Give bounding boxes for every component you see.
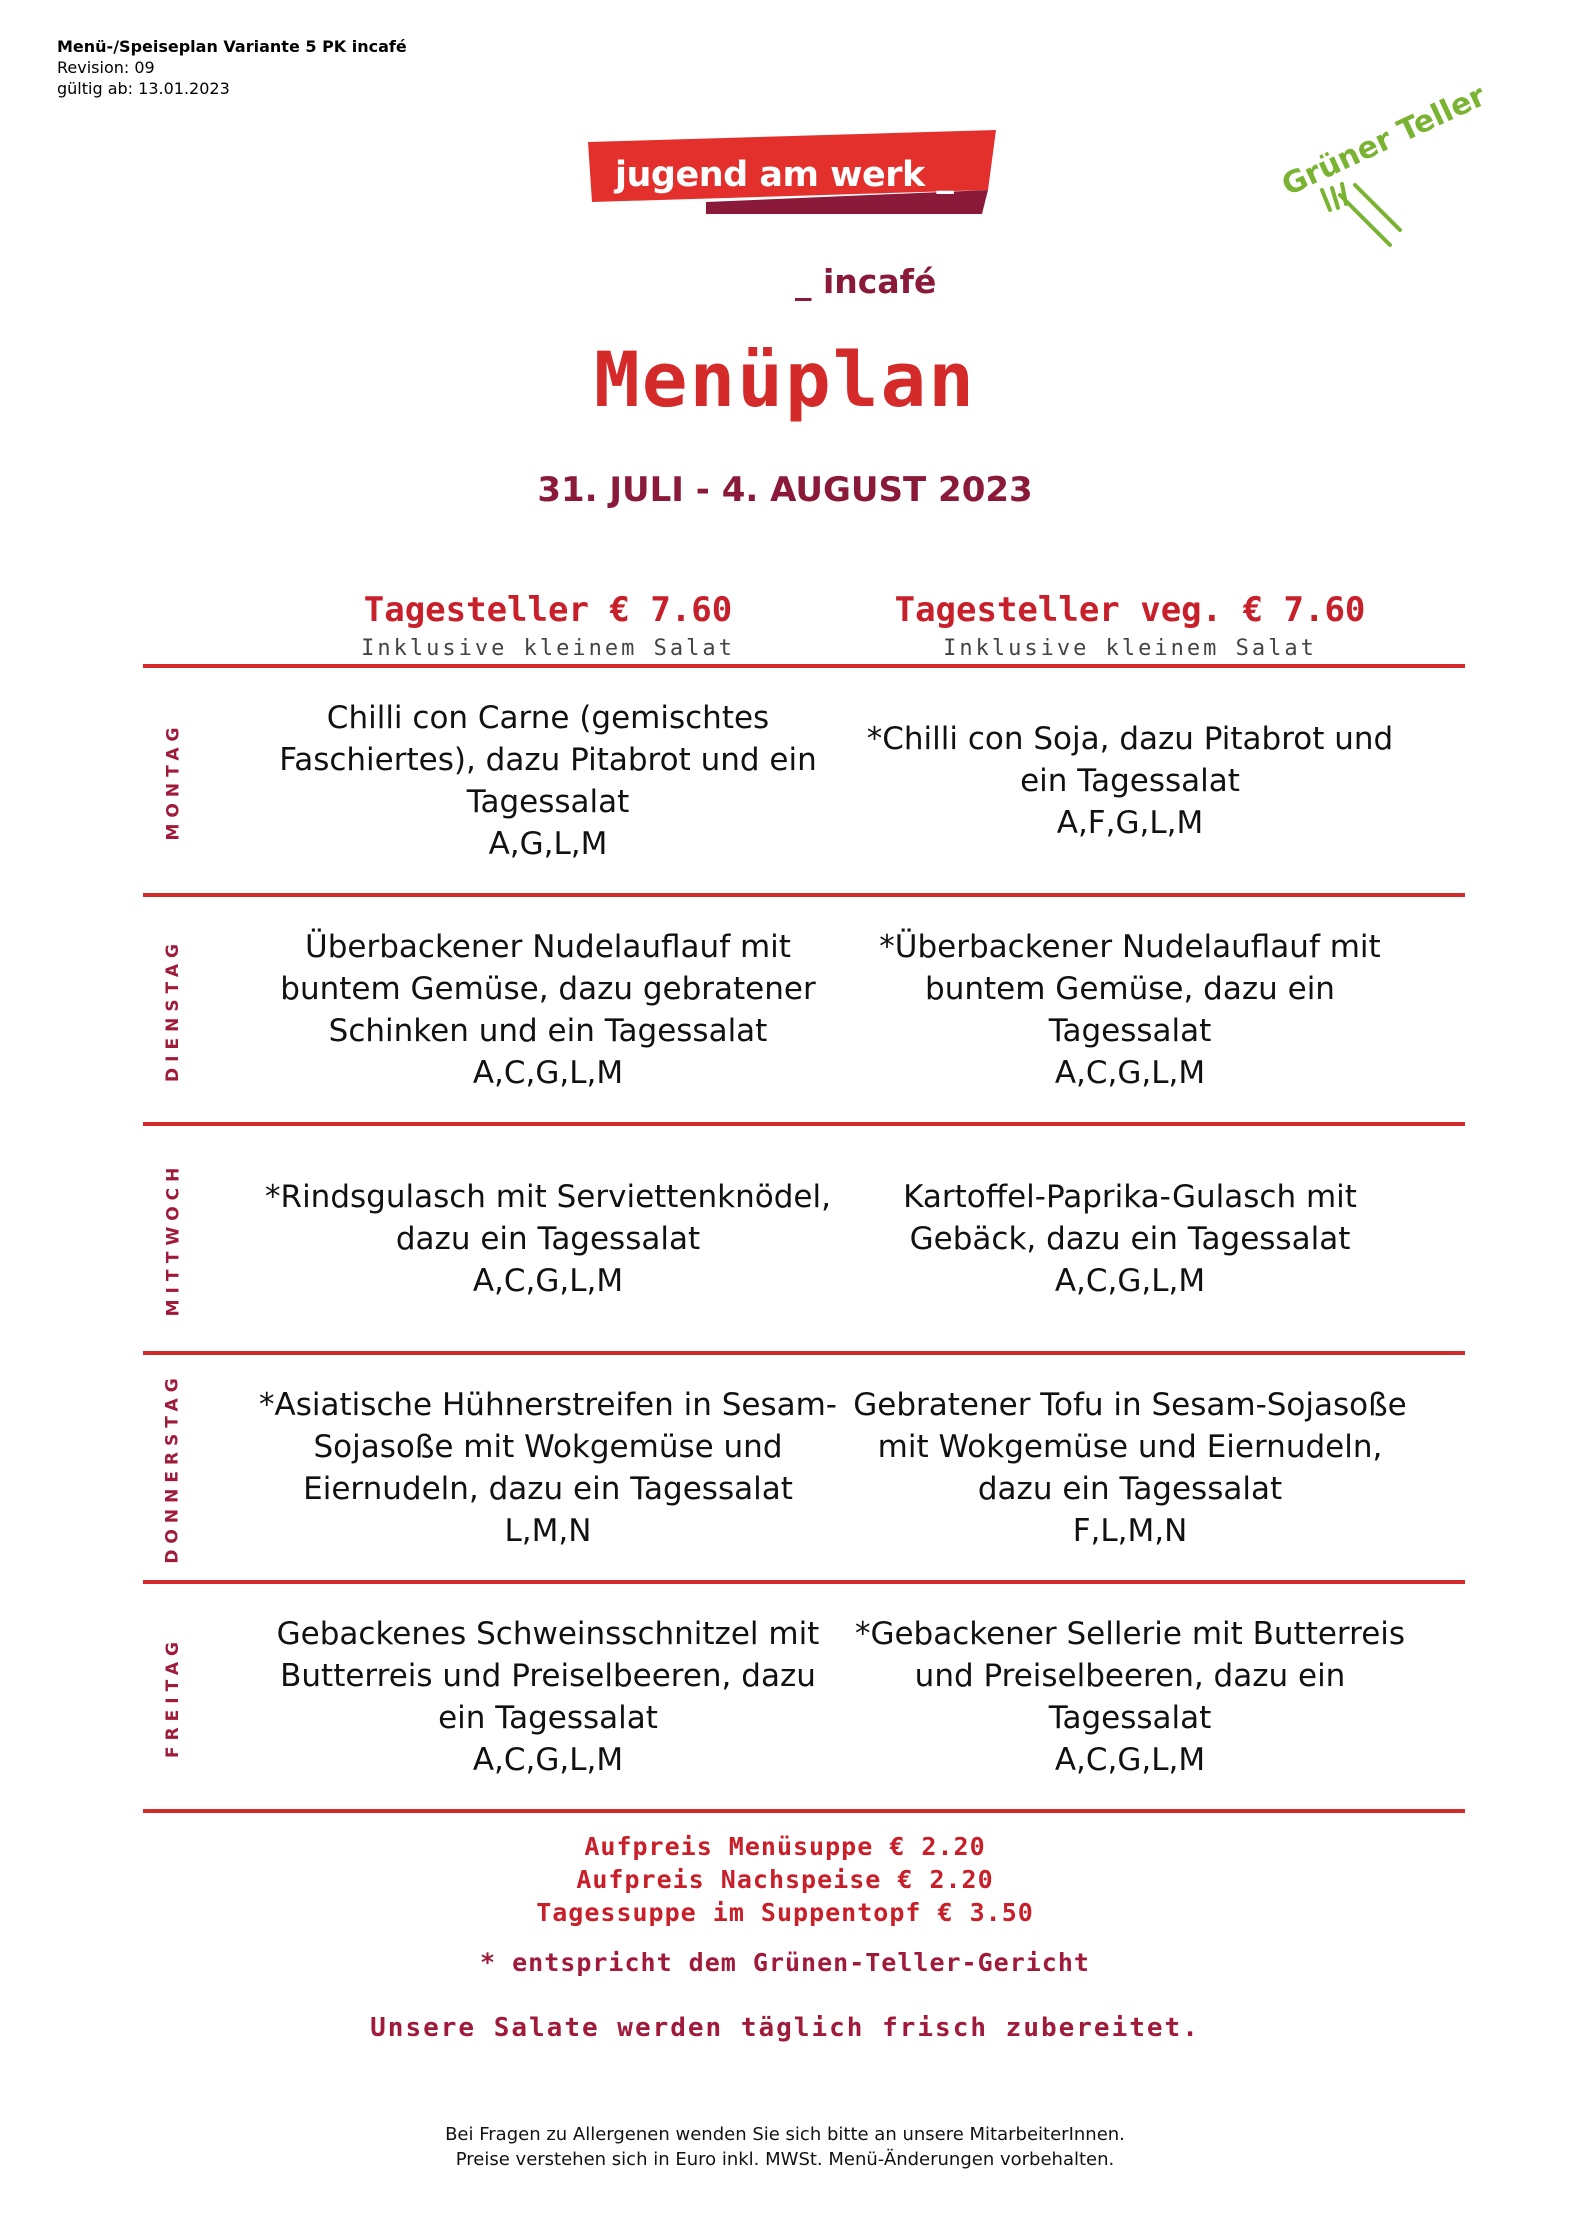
allergen-codes: L,M,N	[504, 1512, 592, 1549]
valid-from-text: gültig ab: 13.01.2023	[57, 79, 230, 98]
dish-text: *Chilli con Soja, dazu Pitabrot und ein Tagessalat	[866, 720, 1394, 799]
allergen-codes: A,C,G,L,M	[472, 1054, 624, 1091]
dish-text: Gebratener Tofu in Sesam-Sojasoße mit Wokgemüse und Eiernudeln, dazu ein Tagessalat	[853, 1386, 1407, 1507]
extra-item: Tagessuppe im Suppentopf € 3.50	[536, 1898, 1034, 1927]
incafe-logo-text: _ incafé	[795, 262, 937, 301]
day-label: MONTAG	[163, 721, 184, 840]
page-title: Menüplan	[593, 335, 977, 424]
dish-veg	[840, 1355, 1420, 1580]
dish-meat	[258, 1355, 838, 1580]
dish-veg	[840, 1584, 1420, 1809]
gruener-teller-badge-text: Grüner Teller	[1276, 78, 1491, 204]
gruener-teller-logo	[1260, 78, 1491, 270]
allergen-codes: A,G,L,M	[488, 825, 608, 862]
logo-text: jugend am werk _	[615, 155, 954, 195]
allergen-codes: A,C,G,L,M	[1054, 1054, 1206, 1091]
menu-row	[143, 1355, 1465, 1580]
dish-text: Kartoffel-Paprika-Gulasch mit Gebäck, dazu ein Tagessalat	[903, 1178, 1357, 1257]
dish-text: Gebackenes Schweinsschnitzel mit Butterreis und Preiselbeeren, dazu ein Tagessalat	[276, 1615, 820, 1736]
document-title: Menü-/Speiseplan Variante 5 PK incafé	[57, 37, 407, 56]
dish-meat	[258, 1584, 838, 1809]
dish-veg	[840, 897, 1420, 1122]
footer	[0, 2122, 1570, 2172]
date-range: 31. JULI - 4. AUGUST 2023	[537, 470, 1033, 510]
dish-veg	[840, 1126, 1420, 1351]
menu-row	[143, 897, 1465, 1122]
allergen-codes: A,C,G,L,M	[1054, 1741, 1206, 1778]
column-price: Tagesteller veg. € 7.60	[894, 590, 1366, 630]
allergen-codes: A,C,G,L,M	[1054, 1262, 1206, 1299]
column-header-veg	[840, 590, 1420, 661]
extra-item: Aufpreis Nachspeise € 2.20	[576, 1865, 994, 1894]
footer-line: Preise verstehen sich in Euro inkl. MWSt. Menü-Änderungen vorbehalten.	[455, 2149, 1115, 2170]
allergen-codes: A,F,G,L,M	[1056, 804, 1204, 841]
dish-text: *Rindsgulasch mit Serviettenknödel, dazu ein Tagessalat	[265, 1178, 831, 1257]
dish-meat	[258, 897, 838, 1122]
menu-row	[143, 1126, 1465, 1351]
day-label: DONNERSTAG	[163, 1371, 184, 1564]
divider	[143, 1809, 1465, 1813]
document-meta	[57, 36, 407, 99]
day-label: FREITAG	[163, 1635, 183, 1758]
green-plate-note: * entspricht dem Grünen-Teller-Gericht	[480, 1948, 1090, 1977]
allergen-codes: A,C,G,L,M	[472, 1741, 624, 1778]
dish-text: *Asiatische Hühnerstreifen in Sesam-Sojasoße mit Wokgemüse und Eiernudeln, dazu ein Tagessalat	[258, 1386, 837, 1507]
menu-row	[143, 668, 1465, 893]
day-label: MITTWOCH	[163, 1161, 184, 1316]
allergen-codes: F,L,M,N	[1072, 1512, 1188, 1549]
column-note: Inklusive kleinem Salat	[943, 636, 1317, 661]
salad-note: Unsere Salate werden täglich frisch zubereitet.	[370, 2013, 1200, 2043]
extra-item: Aufpreis Menüsuppe € 2.20	[584, 1832, 986, 1861]
column-note: Inklusive kleinem Salat	[361, 636, 735, 661]
allergen-codes: A,C,G,L,M	[472, 1262, 624, 1299]
extras-list	[0, 1830, 1570, 1929]
dish-text: *Überbackener Nudelauflauf mit buntem Gemüse, dazu ein Tagessalat	[879, 928, 1381, 1049]
dish-text: *Gebackener Sellerie mit Butterreis und Preiselbeeren, dazu ein Tagessalat	[854, 1615, 1406, 1736]
day-label: DIENSTAG	[163, 937, 184, 1082]
menu-row	[143, 1584, 1465, 1809]
column-price: Tagesteller € 7.60	[363, 590, 733, 630]
dish-text: Chilli con Carne (gemischtes Faschiertes), dazu Pitabrot und ein Tagessalat	[279, 699, 817, 820]
dish-meat	[258, 668, 838, 893]
dish-text: Überbackener Nudelauflauf mit buntem Gemüse, dazu gebratener Schinken und ein Tagessalat	[280, 928, 816, 1049]
revision-text: Revision: 09	[57, 58, 155, 77]
footer-line: Bei Fragen zu Allergenen wenden Sie sich bitte an unsere MitarbeiterInnen.	[445, 2124, 1125, 2145]
dish-meat	[258, 1126, 838, 1351]
dish-veg	[840, 668, 1420, 893]
column-header-meat	[258, 590, 838, 661]
